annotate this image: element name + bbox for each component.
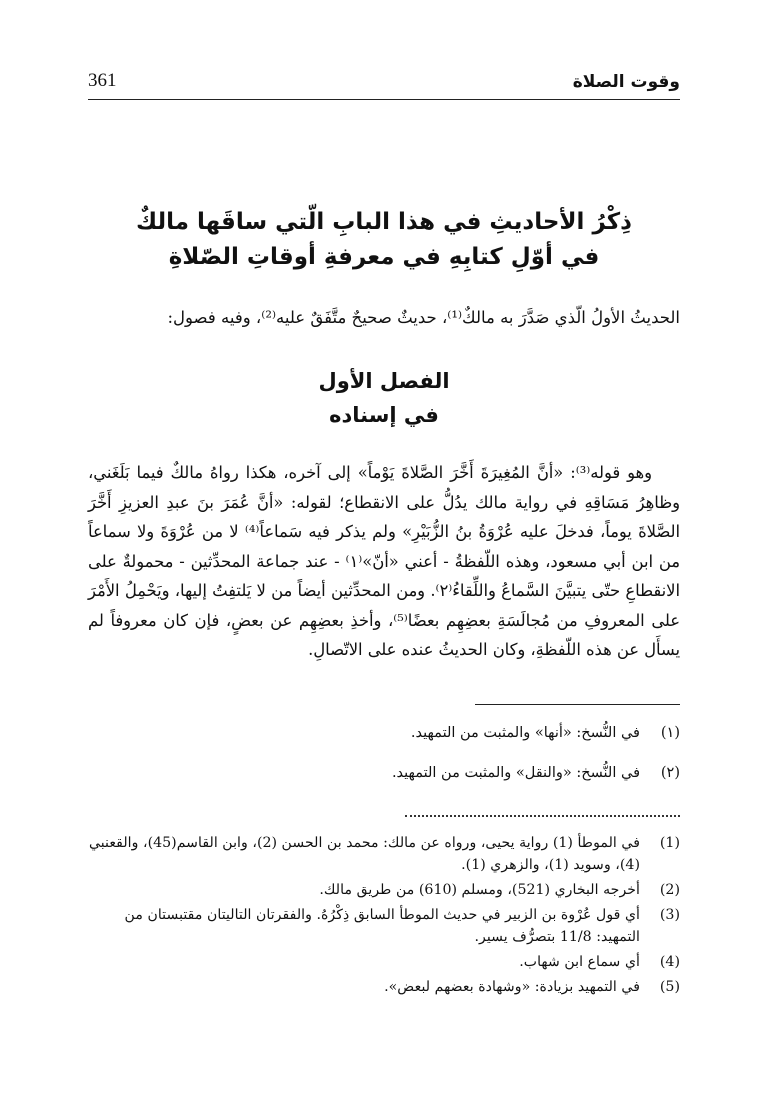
footnote-text: أي قول عُرْوة بن الزبير في حديث الموطأ السابق ذِكْرُهُ. والفقرتان التاليتان مقتبستان من التمهيد: 11/8 بتصرُّف يسير. (124, 907, 640, 945)
note-text: في النُّسخ: «أنها» والمثبت من التمهيد. (410, 725, 640, 741)
page-number: 361 (88, 70, 117, 91)
header-rule (88, 99, 680, 100)
footnote-number: (1) (659, 835, 680, 851)
footnote (88, 951, 680, 973)
footnote-text: في الموطأ (1) رواية يحيى، ورواه عن مالك: محمد بن الحسن (2)، وابن القاسم(45)، والقعنبي (4)، وسويد (1)، والزهري (1). (88, 835, 640, 873)
section-title-line-1: ذِكْرُ الأحاديثِ في هذا البابِ الّتي ساقَها مالكٌ (136, 209, 632, 235)
body-text (88, 458, 680, 665)
footnote (88, 832, 680, 876)
footnote-number: (4) (659, 954, 680, 970)
intro-paragraph: الحديثُ الأولُ الّذي صَدَّرَ به مالكٌ⁽¹⁾، حديثٌ صحيحٌ متَّفَقٌ عليه⁽²⁾، وفيه فصول: (167, 308, 680, 327)
editor-note (88, 722, 680, 744)
note-number: (١) (660, 725, 680, 741)
dotted-separator (405, 815, 680, 817)
footnote-text: أي سماع ابن شهاب. (519, 954, 640, 970)
chapter-title-line-1: الفصل الأول (318, 369, 450, 393)
note-number: (٢) (660, 765, 680, 781)
editor-notes (88, 722, 680, 802)
section-title (100, 205, 668, 275)
note-text: في النُّسخ: «والنقل» والمثبت من التمهيد. (391, 765, 640, 781)
footnote-text: أخرجه البخاري (521)، ومسلم (610) من طريق مالك. (319, 882, 640, 898)
footnote (88, 976, 680, 998)
editor-note (88, 762, 680, 784)
chapter-title-line-2: في إسناده (329, 403, 439, 427)
footnote (88, 904, 680, 948)
footnote-text: في التمهيد بزيادة: «وشهادة بعضهم لبعض». (384, 979, 640, 995)
chapter-title (100, 364, 668, 432)
footnote (88, 879, 680, 901)
body-paragraph: وهو قوله⁽³⁾: «أنَّ المُغِيرَةَ أَخَّرَ الصَّلاةَ يَوْماً» إلى آخره، هكذا رواهُ مالكٌ فيما بَلَغَني، وظاهِرُ مَسَاقِهِ في رواية مالك يدُلُّ على الانقطاع؛ لقوله: «أنَّ عُمَرَ بنَ عبدِ العزيزِ أَخَّرَ الصَّلاةَ يوماً، فدخلَ عليه عُرْوَةُ بنُ الزُّبَيْرِ» ولم يذكر فيه سَماعاً⁽⁴⁾ لا من عُرْوَةَ ولا سماعاً من ابن أبي مسعود، وهذه اللّفظةُ - أعني «أنّ»⁽١⁾ - عند جماعة المحدِّثين - محمولةٌ على الانقطاعِ حتّى يتبيَّنَ السَّماعُ واللِّقاءُ⁽٢⁾. ومن المحدِّثين أيضاً من لا يَلتفِتُ إليها، ويَحْمِلُ الأَمْرَ على المعروفِ من مُجالَسَةِ بعضِهِم بعضًا⁽⁵⁾، وأخذِ بعضِهِم عن بعضٍ، فإن كان معروفاً لم يسأَل عن هذه اللّفظةِ، وكان الحديثُ عنده على الاتّصالِ. (88, 463, 681, 659)
footnotes (88, 832, 680, 1001)
footnote-rule (475, 704, 680, 705)
footnote-number: (3) (659, 907, 680, 923)
footnote-number: (5) (659, 979, 680, 995)
page-header (88, 70, 680, 96)
footnote-number: (2) (659, 882, 680, 898)
section-title-line-2: في أوّلِ كتابِهِ في معرفةِ أوقاتِ الصّلاةِ (168, 244, 600, 270)
running-head: وقوت الصلاة (572, 72, 680, 92)
